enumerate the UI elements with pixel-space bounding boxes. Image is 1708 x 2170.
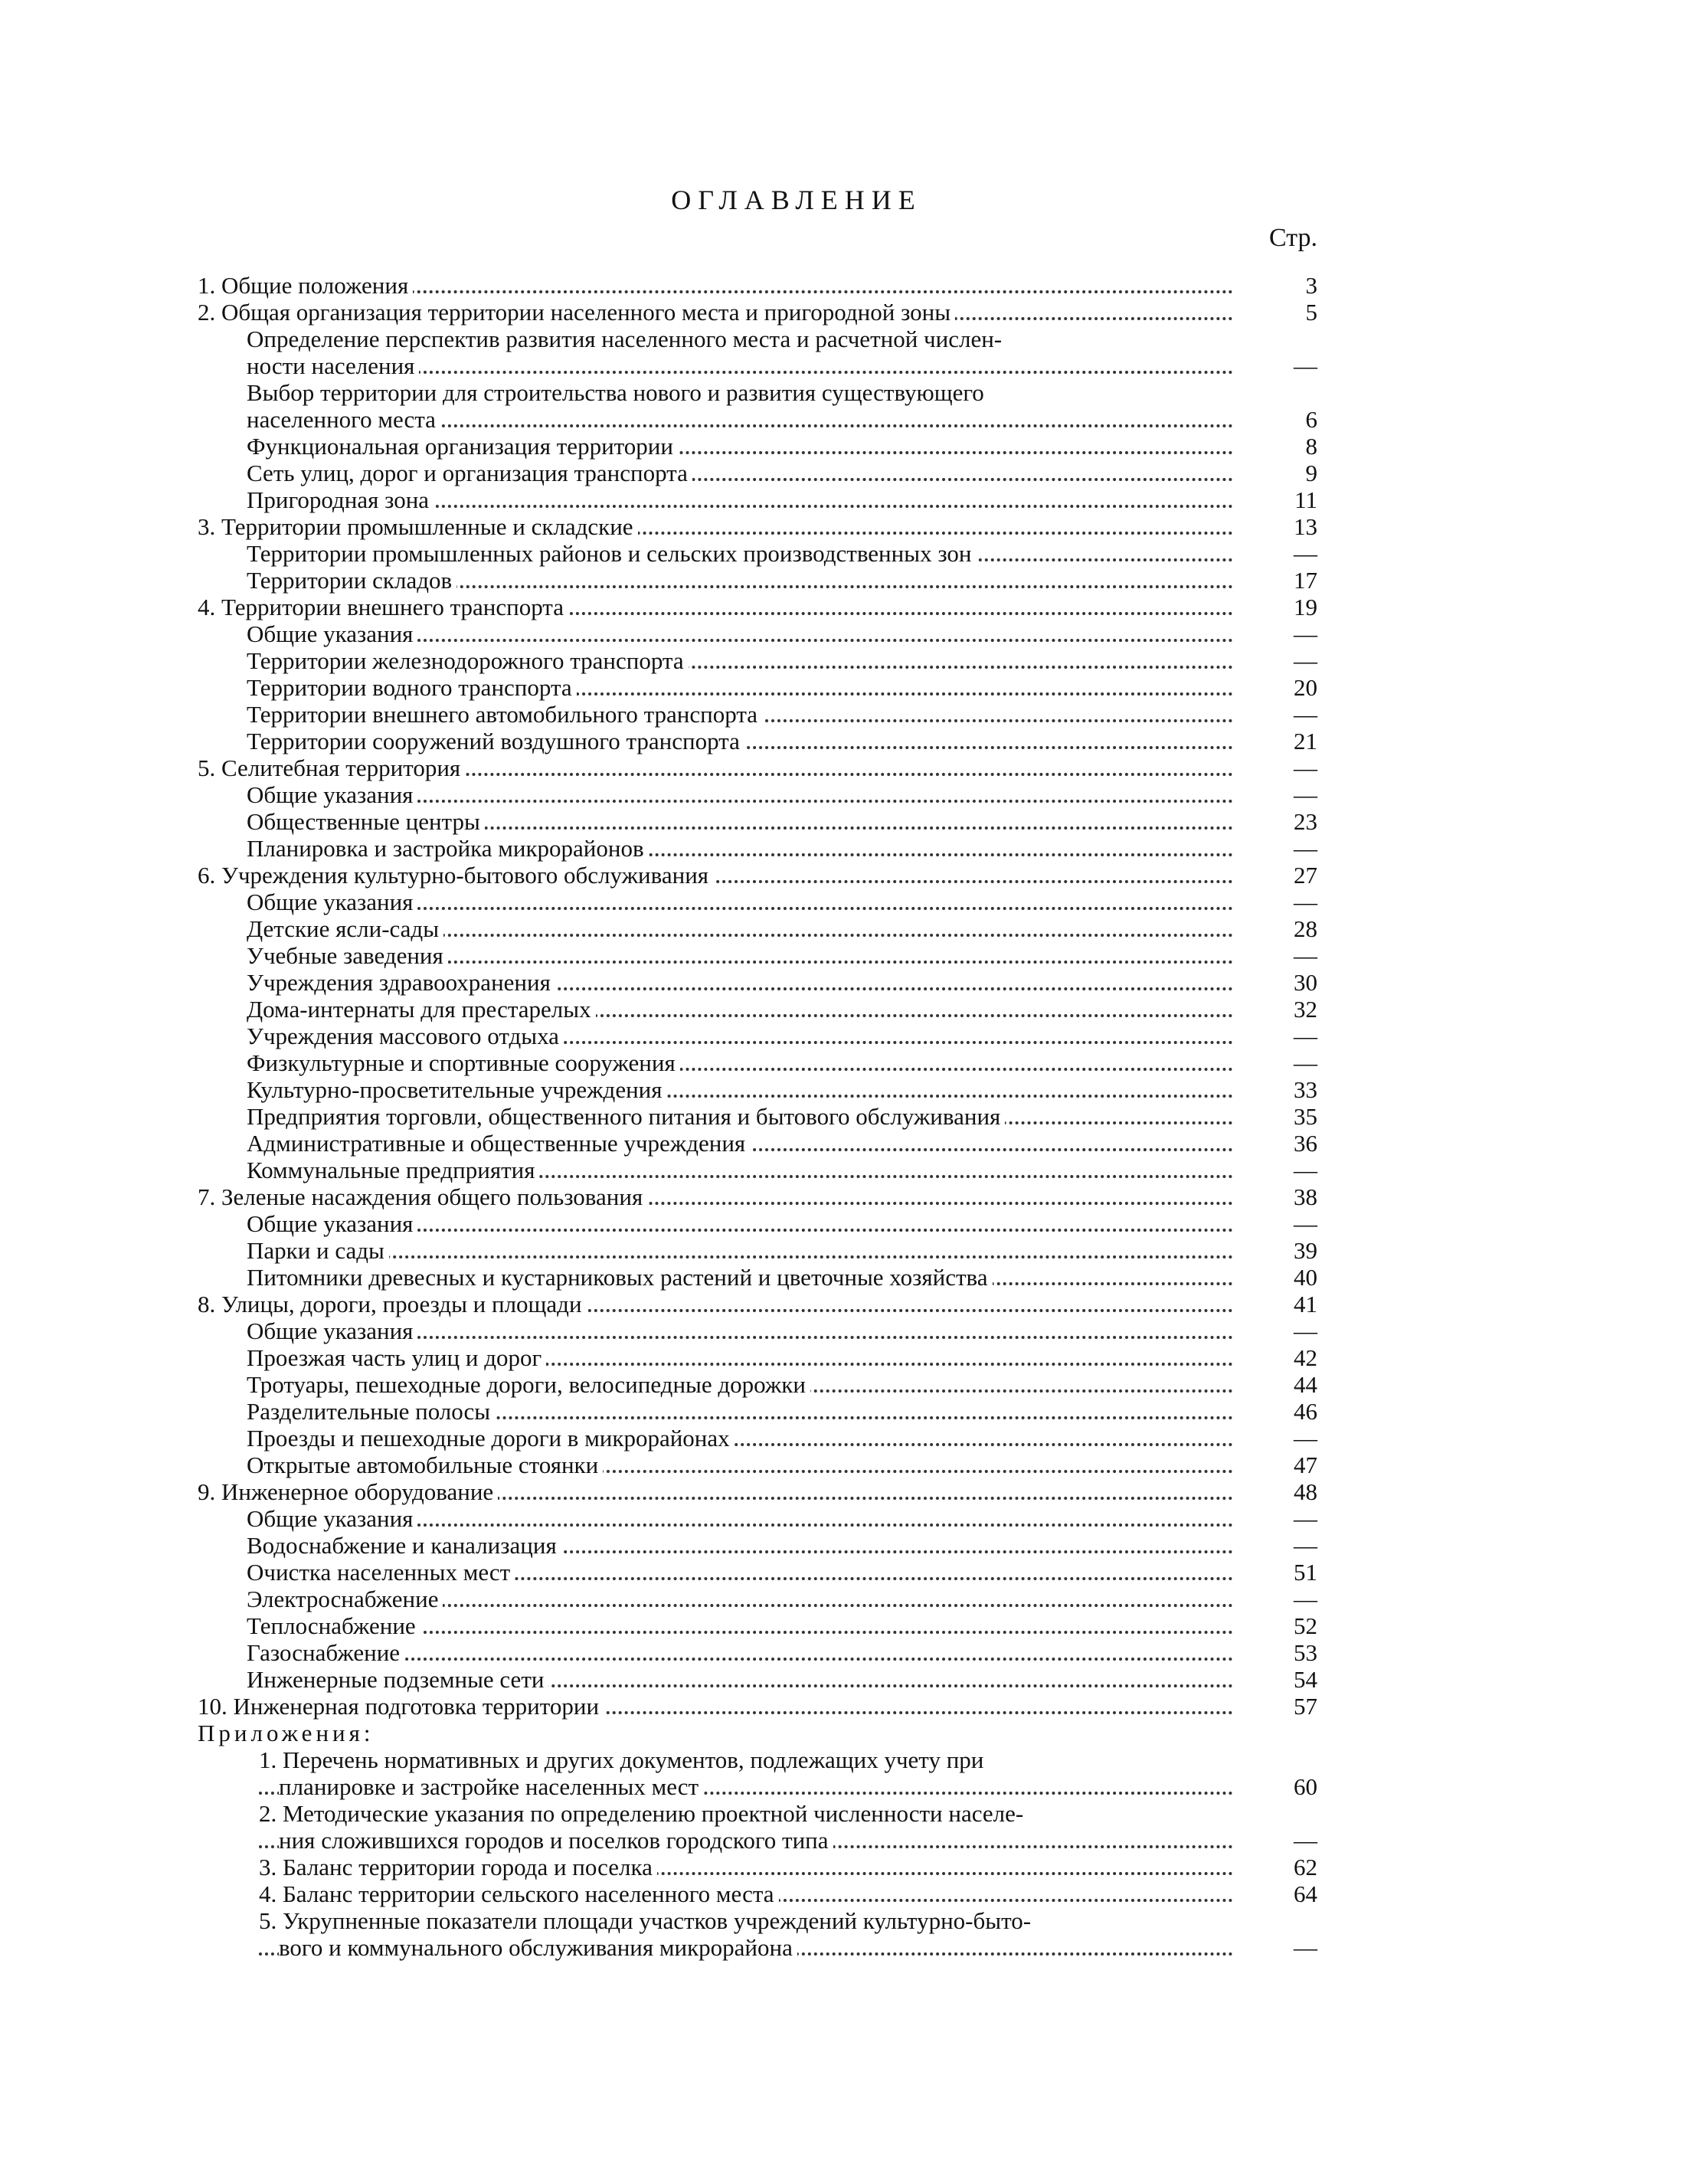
entry-page-number: 39 [1294,1237,1317,1264]
page-title: ОГЛАВЛЕНИЕ [671,185,922,215]
toc-subsection-entry[interactable] [198,460,1317,486]
entry-page-number: 17 [1294,567,1317,594]
entry-text-first-line: 2. Методические указания по определению проектной численности населе- [259,1800,1024,1827]
entry-page-number: 42 [1294,1344,1317,1371]
entry-page-number: — [1294,1210,1317,1237]
toc-subsection-entry[interactable] [198,379,1317,433]
toc-subsection-entry[interactable] [198,808,1317,835]
toc-subsection-entry[interactable] [198,1612,1317,1639]
entry-title: Территории складов [247,567,456,594]
entry-text-first-line: Определение перспектив развития населенного места и расчетной числен- [247,326,1003,352]
entry-page-number: 44 [1294,1371,1317,1398]
entry-title: Проезды и пешеходные дороги в микрорайонах [247,1425,735,1452]
entry-title: Административные и общественные учреждения [247,1130,750,1157]
entry-page-number: 3 [1305,272,1317,299]
entry-page-number: 27 [1294,862,1317,889]
entry-page-number: 11 [1294,486,1317,513]
entry-page-number: 8 [1305,433,1317,460]
entry-title: Общественные центры [247,808,485,835]
entry-page-number: 64 [1294,1880,1317,1907]
entry-page-number: 52 [1294,1612,1317,1639]
entry-page-number: — [1294,1827,1317,1854]
entry-text-first-line: 5. Укрупненные показатели площади участков учреждений культурно-быто- [259,1907,1032,1934]
entry-title: Инженерные подземные сети [247,1666,548,1693]
entry-title: Территории водного транспорта [247,674,577,701]
entry-page-number: 13 [1294,513,1317,540]
toc-subsection-entry[interactable] [198,915,1317,942]
toc-section-entry[interactable] [198,299,1317,326]
entry-title: Очистка населенных мест [247,1559,515,1586]
entry-title: Предприятия торговли, общественного питания и бытового обслуживания [247,1103,1005,1130]
entry-title: Детские ясли-сады [247,915,443,942]
entry-title: 9. Инженерное оборудование [198,1478,498,1505]
entry-page-number: — [1294,1505,1317,1532]
entry-title: 10. Инженерная подготовка территории [198,1693,604,1720]
entry-title: Теплоснабжение [247,1612,420,1639]
toc-subsection-entry[interactable] [198,1371,1317,1398]
entry-page-number: 36 [1294,1130,1317,1157]
toc-subsection-entry[interactable] [198,1452,1317,1478]
toc-section-entry[interactable] [198,754,1317,781]
entry-title: Территории внешнего автомобильного транспорта [247,701,762,728]
appendix-heading: Приложения: [198,1720,375,1746]
entry-page-number: — [1294,701,1317,728]
entry-text-first-line: 1. Перечень нормативных и других документов, подлежащих учету при [259,1746,984,1773]
entry-title: Дома-интернаты для престарелых [247,996,596,1023]
entry-page-number: — [1294,620,1317,647]
entry-title: Территории промышленных районов и сельских производственных зон [247,540,976,567]
entry-page-number: 19 [1294,594,1317,620]
entry-title: ности населения [247,352,419,379]
toc-subsection-entry[interactable] [198,969,1317,996]
entry-title: Разделительные полосы [247,1398,495,1425]
entry-page-number: 33 [1294,1076,1317,1103]
entry-title: 4. Баланс территории сельского населенного места [259,1880,779,1907]
entry-title: Планировка и застройка микрорайонов [247,835,649,862]
entry-page-number: 46 [1294,1398,1317,1425]
toc-subsection-entry[interactable] [198,942,1317,969]
entry-title: Тротуары, пешеходные дороги, велосипедные дорожки [247,1371,810,1398]
entry-title: Территории железнодорожного транспорта [247,647,689,674]
entry-title: Общие указания [247,781,417,808]
entry-title: Сеть улиц, дорог и организация транспорта [247,460,692,486]
toc-subsection-entry[interactable] [198,728,1317,754]
entry-title: Газоснабжение [247,1639,404,1666]
entry-title: Учреждения здравоохранения [247,969,555,996]
entry-title: планировке и застройке населенных мест [279,1773,703,1800]
entry-page-number: — [1294,540,1317,567]
entry-page-number: 47 [1294,1452,1317,1478]
entry-page-number: 53 [1294,1639,1317,1666]
entry-title: 3. Баланс территории города и поселка [259,1854,657,1880]
entry-title: Питомники древесных и кустарниковых растений и цветочные хозяйства [247,1264,993,1291]
entry-title: Функциональная организация территории [247,433,678,460]
entry-title: Водоснабжение и канализация [247,1532,561,1559]
entry-title: вого и коммунального обслуживания микрорайона [279,1934,797,1961]
entry-title: Общие указания [247,1505,417,1532]
entry-page-number: 38 [1294,1183,1317,1210]
toc-subsection-entry[interactable] [198,540,1317,567]
entry-page-number: 48 [1294,1478,1317,1505]
toc-subsection-entry[interactable] [198,1586,1317,1612]
entry-page-number: 28 [1294,915,1317,942]
toc-subsection-entry[interactable] [198,567,1317,594]
entry-title: Коммунальные предприятия [247,1157,539,1183]
entry-title: Общие указания [247,620,417,647]
toc-subsection-entry[interactable] [198,996,1317,1023]
entry-page-number: — [1294,1317,1317,1344]
entry-page-number: 60 [1294,1773,1317,1800]
table-of-contents [198,272,1317,1961]
entry-title: Учебные заведения [247,942,448,969]
toc-section-entry[interactable] [198,1693,1317,1720]
toc-subsection-entry[interactable] [198,1130,1317,1157]
toc-subsection-entry[interactable] [198,486,1317,513]
toc-subsection-entry[interactable] [198,1023,1317,1049]
entry-title: Территории сооружений воздушного транспорта [247,728,744,754]
toc-subsection-entry[interactable] [198,1559,1317,1586]
entry-title: Пригородная зона [247,486,434,513]
toc-subsection-entry[interactable] [198,1344,1317,1371]
toc-subsection-entry[interactable] [198,701,1317,728]
entry-page-number: — [1294,1532,1317,1559]
entry-page-number: — [1294,352,1317,379]
appendix-entry[interactable] [198,1800,1317,1854]
entry-title: 5. Селитебная территория [198,754,465,781]
entry-title: 2. Общая организация территории населенного места и пригородной зоны [198,299,955,326]
entry-page-number: 23 [1294,808,1317,835]
entry-page-number: 32 [1294,996,1317,1023]
toc-subsection-entry[interactable] [198,1157,1317,1183]
toc-subsection-entry[interactable] [198,1237,1317,1264]
entry-title: Учреждения массового отдыха [247,1023,564,1049]
appendix-entry[interactable] [198,1880,1317,1907]
toc-section-entry[interactable] [198,513,1317,540]
toc-subsection-entry[interactable] [198,326,1317,379]
entry-title: 7. Зеленые насаждения общего пользования [198,1183,647,1210]
appendix-entry[interactable] [198,1854,1317,1880]
entry-page-number: — [1294,889,1317,915]
toc-subsection-entry[interactable] [198,1264,1317,1291]
toc-subsection-entry[interactable] [198,781,1317,808]
toc-subsection-entry[interactable] [198,1103,1317,1130]
toc-subsection-entry[interactable] [198,674,1317,701]
entry-page-number: 51 [1294,1559,1317,1586]
toc-section-entry[interactable] [198,272,1317,299]
entry-title: Общие указания [247,1317,417,1344]
toc-subsection-entry[interactable] [198,1666,1317,1693]
entry-page-number: 9 [1305,460,1317,486]
entry-title: 4. Территории внешнего транспорта [198,594,568,620]
entry-title: 6. Учреждения культурно-бытового обслуживания [198,862,713,889]
toc-subsection-entry[interactable] [198,1425,1317,1452]
entry-page-number: — [1294,1586,1317,1612]
entry-page-number: — [1294,1023,1317,1049]
entry-page-number: — [1294,754,1317,781]
entry-page-number: — [1294,1157,1317,1183]
entry-title: 1. Общие положения [198,272,413,299]
toc-subsection-entry[interactable] [198,889,1317,915]
toc-subsection-entry[interactable] [198,1210,1317,1237]
entry-title: Общие указания [247,1210,417,1237]
entry-page-number: — [1294,1425,1317,1452]
entry-title: 3. Территории промышленные и складские [198,513,638,540]
toc-subsection-entry[interactable] [198,620,1317,647]
entry-page-number: — [1294,1934,1317,1961]
toc-subsection-entry[interactable] [198,1398,1317,1425]
entry-page-number: 35 [1294,1103,1317,1130]
toc-subsection-entry[interactable] [198,1076,1317,1103]
toc-subsection-entry[interactable] [198,1532,1317,1559]
toc-section-entry[interactable] [198,862,1317,889]
entry-page-number: 20 [1294,674,1317,701]
entry-page-number: 21 [1294,728,1317,754]
entry-title: Электроснабжение [247,1586,443,1612]
toc-section-entry[interactable] [198,1291,1317,1317]
entry-title: 8. Улицы, дороги, проезды и площади [198,1291,587,1317]
entry-page-number: 62 [1294,1854,1317,1880]
entry-page-number: 30 [1294,969,1317,996]
entry-title: Общие указания [247,889,417,915]
entry-page-number: 5 [1305,299,1317,326]
toc-section-entry[interactable] [198,594,1317,620]
toc-subsection-entry[interactable] [198,1317,1317,1344]
entry-title: Культурно-просветительные учреждения [247,1076,667,1103]
entry-page-number: 54 [1294,1666,1317,1693]
entry-title: населенного места [247,406,440,433]
toc-subsection-entry[interactable] [198,647,1317,674]
toc-subsection-entry[interactable] [198,835,1317,862]
entry-page-number: 41 [1294,1291,1317,1317]
entry-title: Физкультурные и спортивные сооружения [247,1049,680,1076]
appendix-entry[interactable] [198,1746,1317,1800]
entry-page-number: — [1294,781,1317,808]
entry-title: ния сложившихся городов и поселков городского типа [279,1827,833,1854]
toc-section-entry[interactable] [198,1478,1317,1505]
entry-page-number: — [1294,647,1317,674]
entry-page-number: 57 [1294,1693,1317,1720]
entry-title: Проезжая часть улиц и дорог [247,1344,546,1371]
entry-page-number: — [1294,942,1317,969]
entry-page-number: 6 [1305,406,1317,433]
entry-text-first-line: Выбор территории для строительства нового и развития существующего [247,379,984,406]
toc-subsection-entry[interactable] [198,1639,1317,1666]
entry-title: Открытые автомобильные стоянки [247,1452,603,1478]
entry-page-number: 40 [1294,1264,1317,1291]
toc-subsection-entry[interactable] [198,1505,1317,1532]
entry-page-number: — [1294,1049,1317,1076]
toc-subsection-entry[interactable] [198,1049,1317,1076]
page-column-header: Стр. [1268,224,1317,252]
appendix-entry[interactable] [198,1907,1317,1961]
toc-subsection-entry[interactable] [198,433,1317,460]
entry-page-number: — [1294,835,1317,862]
entry-title: Парки и сады [247,1237,389,1264]
toc-section-entry[interactable] [198,1183,1317,1210]
